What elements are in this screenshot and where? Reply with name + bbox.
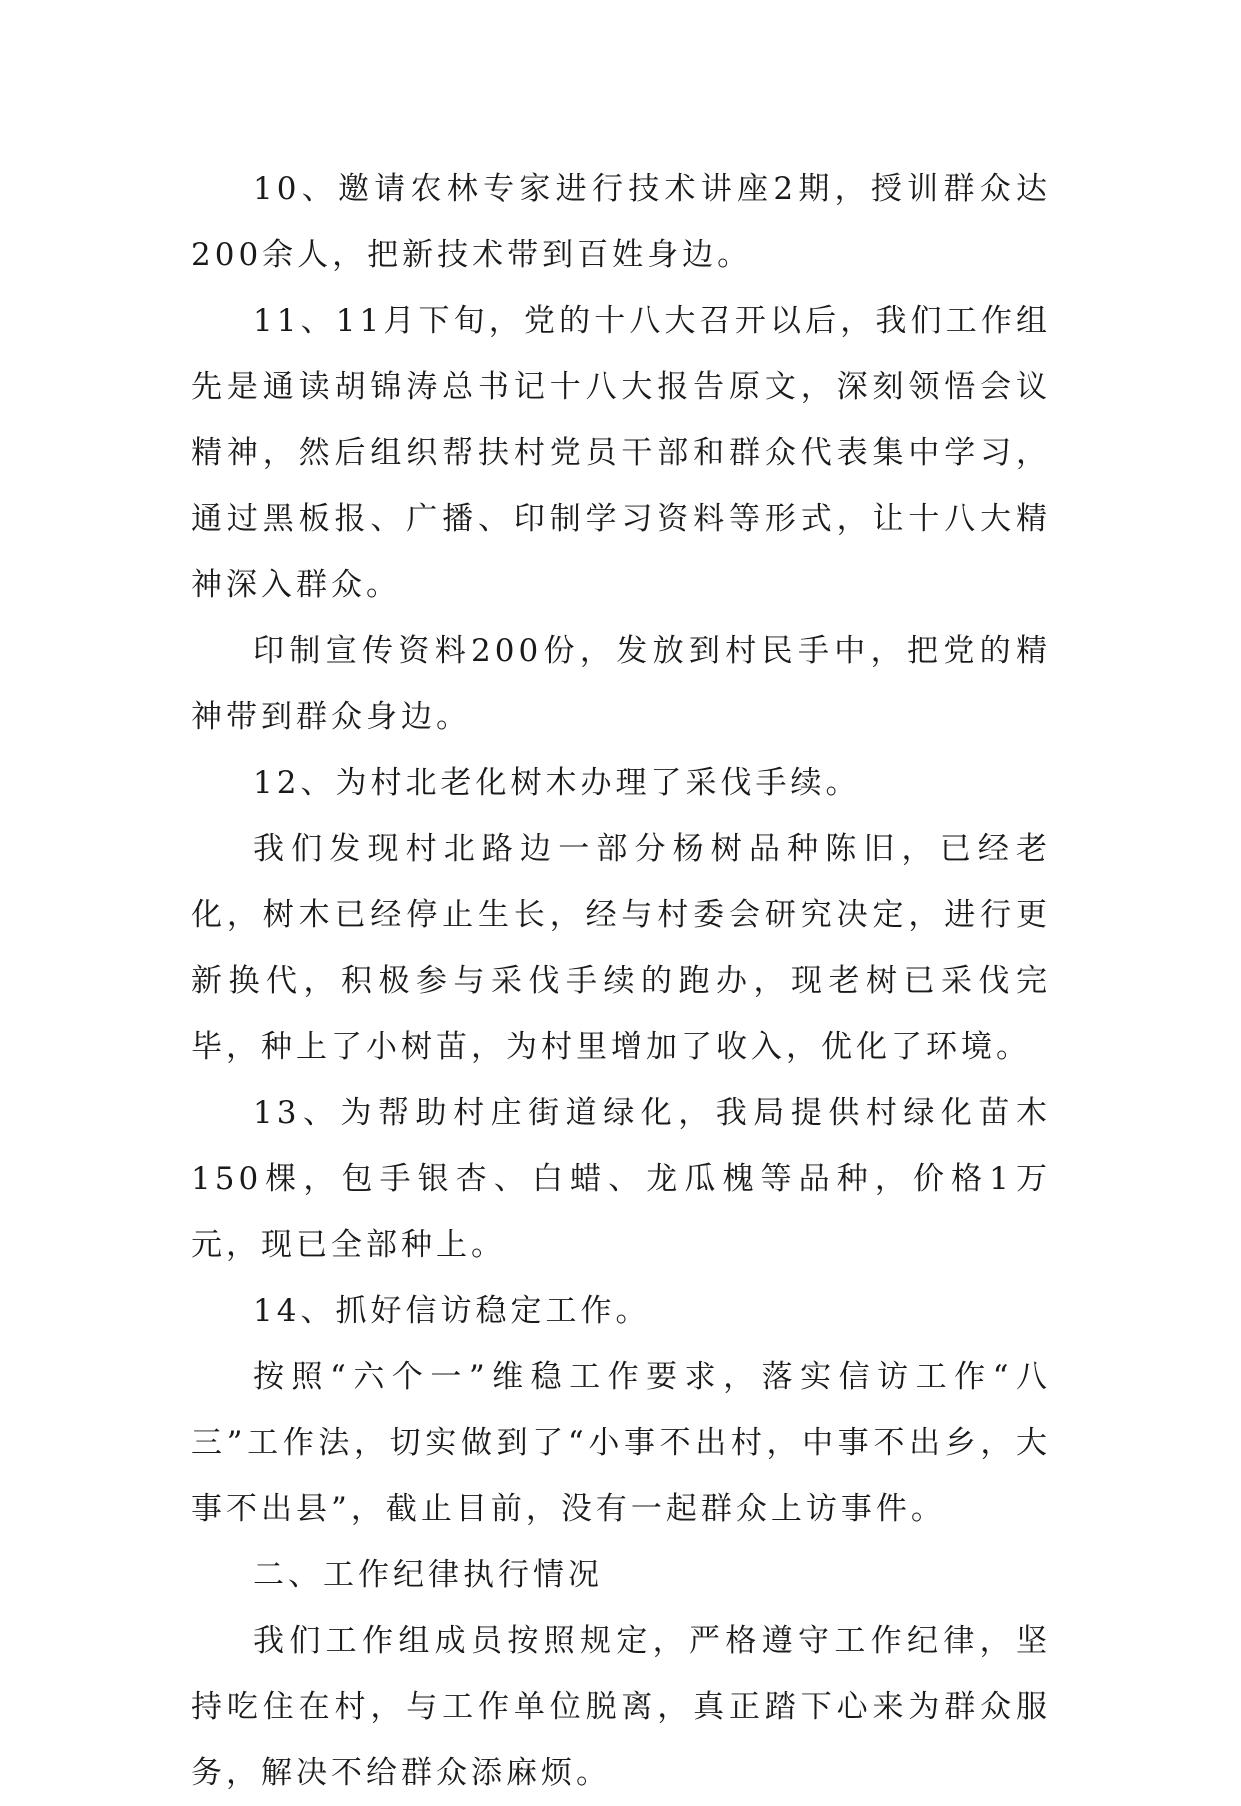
paragraph-stability-work: 按照“六个一”维稳工作要求，落实信访工作“八三”工作法，切实做到了“小事不出村，中事不出乡，大事不出县”，截止目前，没有一起群众上访事件。 bbox=[191, 1359, 1051, 1527]
paragraph-printing-materials: 印制宣传资料200份，发放到村民手中，把党的精神带到群众身边。 bbox=[191, 633, 1051, 735]
paragraph-item-14: 14、抓好信访稳定工作。 bbox=[253, 1293, 651, 1329]
paragraph-discipline: 我们工作组成员按照规定，严格遵守工作纪律，坚持吃住在村，与工作单位脱离，真正踏下心来为群众服务，解决不给群众添麻烦。 bbox=[191, 1623, 1051, 1791]
paragraph-item-13: 13、为帮助村庄街道绿化，我局提供村绿化苗木150棵，包手银杏、白蜡、龙瓜槐等品种，价格1万元，现已全部种上。 bbox=[191, 1095, 1051, 1263]
paragraph-item-12: 12、为村北老化树木办理了采伐手续。 bbox=[253, 765, 861, 801]
paragraph-tree-logging: 我们发现村北路边一部分杨树品种陈旧，已经老化，树木已经停止生长，经与村委会研究决定，进行更新换代，积极参与采伐手续的跑办，现老树已采伐完毕，种上了小树苗，为村里增加了收入，优化了环境。 bbox=[191, 831, 1051, 1065]
paragraph-item-11: 11、11月下旬，党的十八大召开以后，我们工作组先是通读胡锦涛总书记十八大报告原文，深刻领悟会议精神，然后组织帮扶村党员干部和群众代表集中学习，通过黑板报、广播、印制学习资料等形式，让十八大精神深入群众。 bbox=[191, 303, 1051, 603]
document-body bbox=[191, 156, 1051, 1806]
section-heading-discipline: 二、工作纪律执行情况 bbox=[253, 1557, 603, 1593]
paragraph-item-10: 10、邀请农林专家进行技术讲座2期，授训群众达200余人，把新技术带到百姓身边。 bbox=[191, 171, 1051, 273]
